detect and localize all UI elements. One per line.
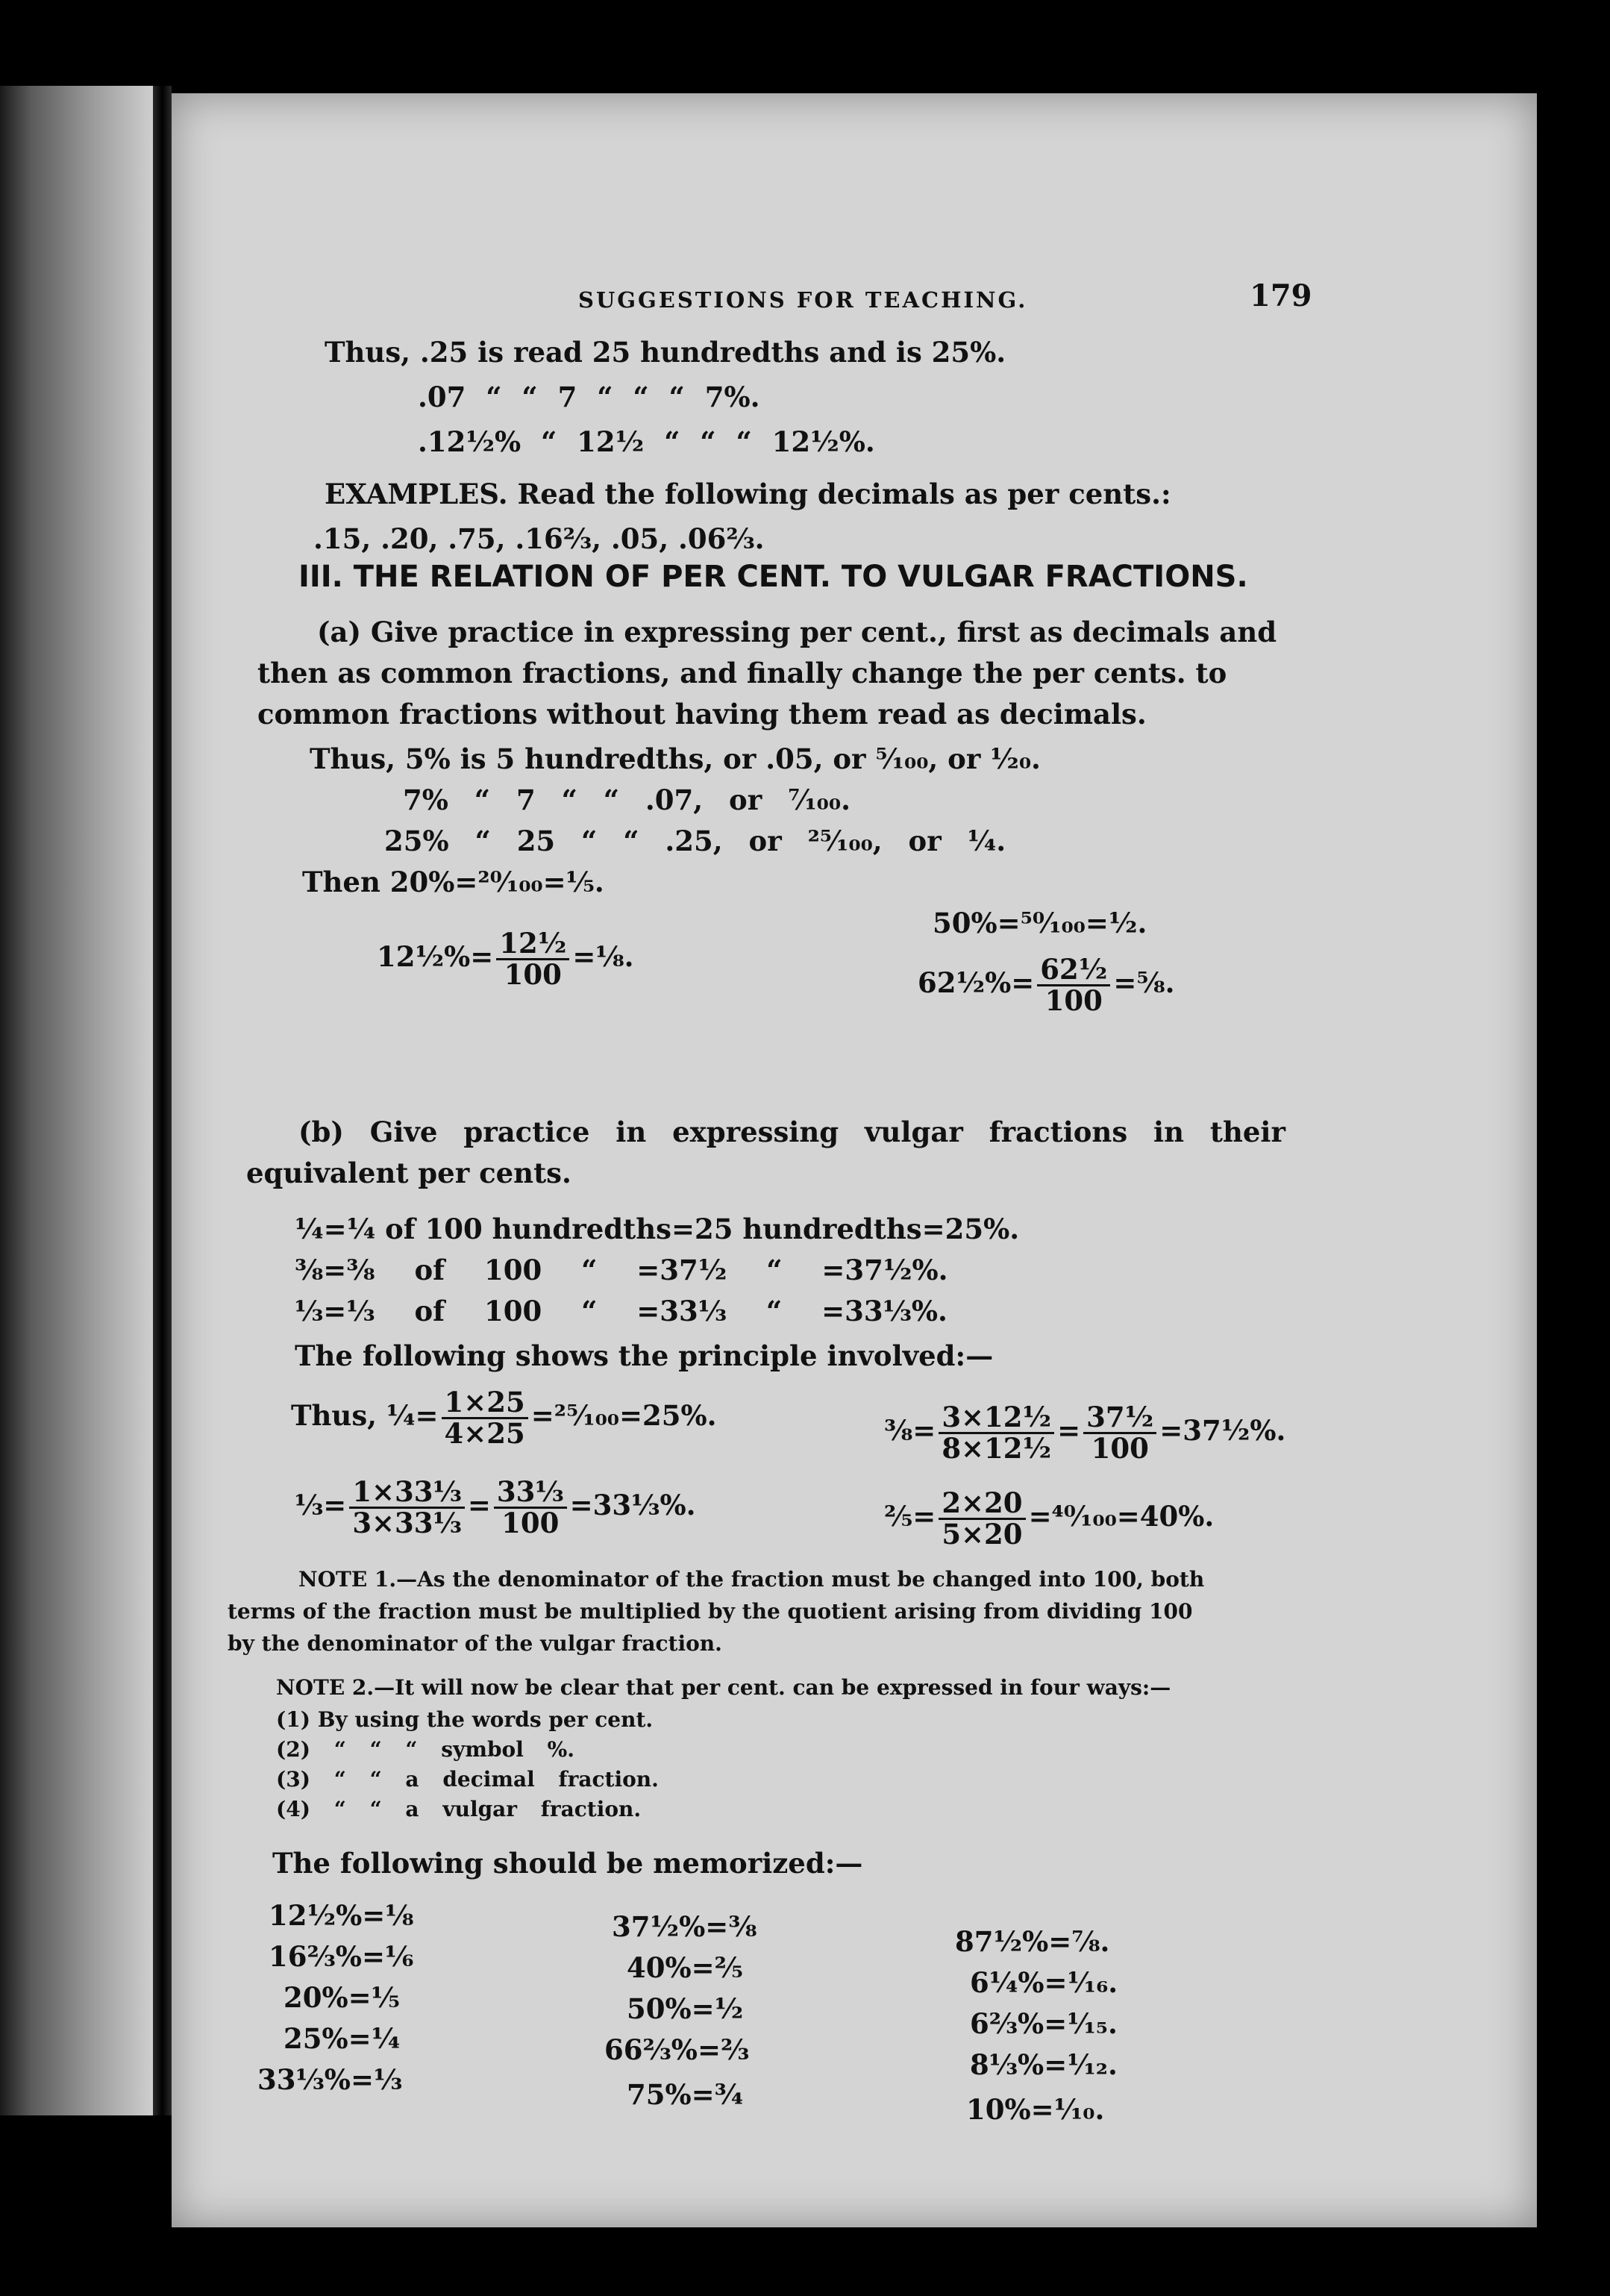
p3-num: 1×33⅓ — [349, 1477, 465, 1509]
note-2-line-3: (2) “ “ “ symbol %. — [276, 1737, 574, 1762]
memo-col3-4: 8⅓%=¹⁄₁₂. — [970, 2048, 1118, 2081]
book-page — [172, 93, 1537, 2227]
memo-col2-1: 37½%=⅜ — [612, 1910, 757, 1943]
p2-den-2: 100 — [1091, 1431, 1149, 1465]
principle-eq-2: ⅜= $\frac{\text{3×12½}}{\text{8×12½}}$ = $\frac{\text{37½}}{100}$ =37½%. — [884, 1401, 1286, 1465]
memo-col1-5: 33⅓%=⅓ — [257, 2063, 403, 2096]
note-2-line-4: (3) “ “ a decimal fraction. — [276, 1767, 659, 1792]
eq-12-half-left: 12½%= — [377, 939, 494, 973]
p2-num: 3×12½ — [939, 1403, 1054, 1434]
p3-fraction-2 — [494, 1477, 567, 1538]
p2-den: 8×12½ — [942, 1431, 1052, 1465]
note-1-line-2: terms of the fraction must be multiplied by the quotient arising from dividing 100 — [228, 1599, 1193, 1624]
memo-col1-2: 16⅔%=⅙ — [269, 1940, 414, 1973]
eq-62-half-fraction — [1037, 955, 1110, 1016]
memo-col1-4: 25%=¼ — [284, 2022, 401, 2055]
left-page-edge — [0, 86, 153, 2115]
memorize-line: The following should be memorized:— — [272, 1847, 863, 1880]
memo-col1-3: 20%=⅕ — [284, 1981, 400, 2014]
principle-eq-3: ⅓= $\frac{\text{1×33⅓}}{\text{3×33⅓}}$ = $\frac{\text{33⅓}}{100}$ =33⅓%. — [295, 1475, 696, 1539]
b-example-2: ⅜=⅜ of 100 “ =37½ “ =37½%. — [295, 1254, 948, 1286]
eq-12-half-fraction — [496, 929, 569, 989]
p3-den: 3×33⅓ — [352, 1506, 462, 1539]
memo-col3-1: 87½%=⅞. — [955, 1925, 1110, 1958]
p1-fraction — [442, 1388, 528, 1448]
b-example-3: ⅓=⅓ of 100 “ =33⅓ “ =33⅓%. — [295, 1295, 947, 1327]
eq-62-half-den: 100 — [1044, 983, 1103, 1017]
memo-col3-5: 10%=¹⁄₁₀. — [966, 2093, 1105, 2126]
p4-fraction — [939, 1486, 1025, 1551]
note-1-line-1: NOTE 1.—As the denominator of the fraction must be changed into 100, both — [298, 1567, 1205, 1592]
p1-head: Thus, ¼= — [291, 1398, 439, 1432]
book-spine — [153, 86, 172, 2115]
note-1-line-3: by the denominator of the vulgar fraction. — [228, 1631, 722, 1656]
eq-62-half-left: 62½%= — [918, 966, 1035, 999]
memo-col1-1: 12½%=⅛ — [269, 1899, 414, 1932]
eq-12-half-num: 12½ — [496, 929, 569, 960]
p2-num-2: 37½ — [1083, 1403, 1156, 1434]
para-a-line-1: (a) Give practice in expressing per cent., first as decimals and — [317, 616, 1277, 648]
note-2-line-5: (4) “ “ a vulgar fraction. — [276, 1797, 642, 1821]
thus-line-2: 7% “ 7 “ “ .07, or ⁷⁄₁₀₀. — [403, 783, 851, 816]
page-number: 179 — [1250, 278, 1312, 313]
memo-col3-2: 6¼%=¹⁄₁₆. — [970, 1966, 1118, 1999]
eq-12-half-right: =⅛. — [572, 939, 634, 973]
b-example-1: ¼=¼ of 100 hundredths=25 hundredths=25%. — [295, 1213, 1020, 1245]
intro-line-1: Thus, .25 is read 25 hundredths and is 25%. — [325, 336, 1006, 369]
p2-fraction — [939, 1403, 1054, 1463]
then-eq-50: 50%=⁵⁰⁄₁₀₀=½. — [933, 907, 1147, 939]
right-background — [1537, 82, 1610, 2231]
p3-head: ⅓= — [295, 1488, 347, 1521]
para-b-line-1: (b) Give practice in expressing vulgar fractions in their — [298, 1116, 1285, 1148]
para-a-line-3: common fractions without having them read as decimals. — [257, 698, 1147, 731]
then-eq-20: Then 20%=²⁰⁄₁₀₀=⅕. — [302, 866, 604, 898]
note-2-line-1: NOTE 2.—It will now be clear that per cent. can be expressed in four ways:— — [276, 1675, 1171, 1700]
principle-eq-4 — [884, 1486, 1215, 1551]
p3-den-2: 100 — [501, 1506, 560, 1539]
intro-line-2: .07 “ “ 7 “ “ “ 7%. — [418, 381, 760, 413]
p1-num: 1×25 — [442, 1388, 528, 1419]
eq-12-half-den: 100 — [504, 957, 562, 991]
p4-tail: =⁴⁰⁄₁₀₀=40%. — [1028, 1499, 1215, 1533]
examples-list: .15, .20, .75, .16⅔, .05, .06⅔. — [313, 522, 765, 555]
para-a-line-2: then as common fractions, and finally change the per cents. to — [257, 657, 1227, 689]
note-2-line-2: (1) By using the words per cent. — [276, 1707, 654, 1732]
p2-fraction-2 — [1083, 1403, 1156, 1463]
p1-tail: =²⁵⁄₁₀₀=25%. — [530, 1398, 717, 1432]
p3-tail: =33⅓%. — [569, 1488, 696, 1521]
section-heading: III. THE RELATION OF PER CENT. TO VULGAR FRACTIONS. — [298, 560, 1248, 594]
thus-line-3: 25% “ 25 “ “ .25, or ²⁵⁄₁₀₀, or ¼. — [384, 825, 1006, 857]
p4-head: ⅖= — [884, 1499, 936, 1533]
para-b-line-2: equivalent per cents. — [246, 1157, 571, 1189]
memo-col2-5: 75%=¾ — [627, 2078, 744, 2111]
p2-tail: =37½%. — [1159, 1413, 1286, 1447]
eq-12-half — [377, 929, 634, 989]
eq-62-half-num: 62½ — [1037, 955, 1110, 986]
p3-fraction — [349, 1477, 465, 1538]
memo-col2-3: 50%=½ — [627, 1992, 744, 2025]
intro-line-3: .12½% “ 12½ “ “ “ 12½%. — [418, 425, 875, 458]
p4-den: 5×20 — [942, 1517, 1023, 1551]
thus-line-1: Thus, 5% is 5 hundredths, or .05, or ⁵⁄₁₀₀, or ¹⁄₂₀. — [310, 742, 1041, 775]
memo-col3-3: 6⅔%=¹⁄₁₅. — [970, 2007, 1118, 2040]
examples-line: EXAMPLES. Read the following decimals as per cents.: — [325, 478, 1171, 510]
p4-num: 2×20 — [939, 1489, 1025, 1520]
principle-eq-1 — [291, 1388, 717, 1448]
running-header: SUGGESTIONS FOR TEACHING. — [578, 287, 1028, 313]
eq-62-half — [918, 955, 1175, 1016]
principle-line: The following shows the principle involved:— — [295, 1339, 994, 1372]
p2-head: ⅜= — [884, 1413, 936, 1447]
memo-col2-2: 40%=⅖ — [627, 1951, 743, 1984]
p3-num-2: 33⅓ — [494, 1477, 567, 1509]
memo-col2-4: 66⅔%=⅔ — [604, 2033, 750, 2066]
eq-62-half-right: =⅝. — [1113, 966, 1175, 999]
p1-den: 4×25 — [444, 1416, 525, 1450]
